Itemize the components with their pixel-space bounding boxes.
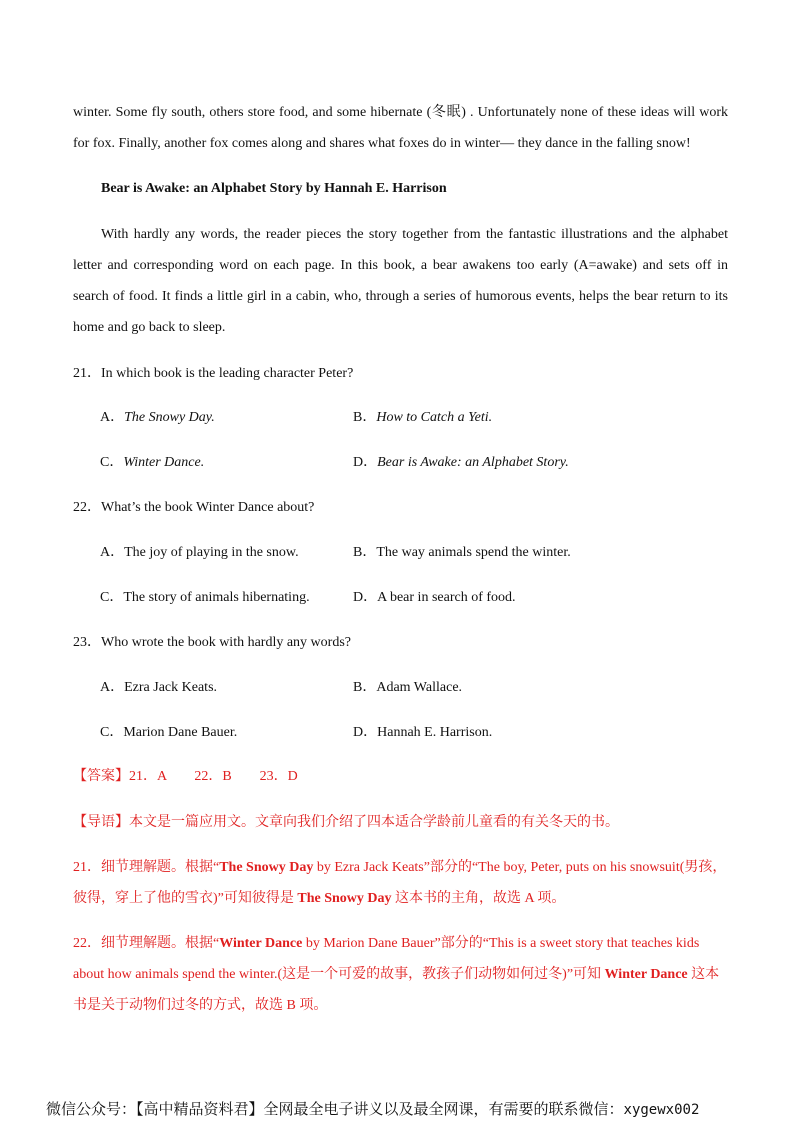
book-heading: Bear is Awake: an Alphabet Story by Hannah E. Harrison [101,181,447,196]
footer-text: 微信公众号：【高中精品资料君】全网最全电子讲义以及最全网课，有需要的联系微信： [46,1100,624,1118]
option-letter: C． [100,725,124,740]
explanation-text: by Marion Dane Bauer”部分的“This is a sweet story that teaches kids [302,936,700,951]
paragraph-line: search of food. It finds a little girl in a cabin, who, through a series of humorous events, helps the bear return to its [73,289,728,304]
option-letter: D． [353,590,378,605]
guide-label: 【导语】 [73,815,129,830]
explanation-text: about how animals spend the winter.(这是一个可爱的故事，教孩子们动物如何过冬)”可知 [73,967,605,982]
explanation-22-line2 [73,965,719,985]
footer-wechat-id: xygewx002 [623,1102,700,1118]
explanation-text: 这本 [687,967,720,982]
book-title: The Snowy Day [297,891,392,906]
option-text: A bear in search of food. [377,590,516,605]
option-text: Hannah E. Harrison. [377,725,493,740]
option-d [353,453,569,473]
option-d [353,723,492,743]
option-d [353,588,516,608]
option-letter: A． [100,410,125,425]
paragraph-line: With hardly any words, the reader pieces the story together from the fantastic illustrations and the alphabet [101,227,728,242]
option-letter: B． [353,545,377,560]
option-text: The Snowy Day. [124,410,215,425]
option-c [100,588,310,608]
paragraph-line: for fox. Finally, another fox comes along and shares what foxes do in winter— they dance in the falling snow! [73,136,691,151]
explanation-21-line2 [73,889,565,909]
option-letter: B． [353,680,377,695]
option-letter: D． [353,725,378,740]
option-c [100,453,204,473]
explanation-text: 彼得，穿上了他的雪衣)”可知彼得是 [73,891,298,906]
book-title: Winter Dance [604,967,688,982]
option-a [100,408,215,428]
option-text: Adam Wallace. [376,680,463,695]
explanation-22-line3: 书是关于动物们过冬的方式，故选 B 项。 [73,998,328,1013]
option-text: The story of animals hibernating. [123,590,310,605]
option-b [353,408,492,428]
book-title: The Snowy Day [219,860,314,875]
footer-promo [46,1098,699,1121]
answer-label: 【答案】 [73,769,129,784]
question-stem: 21．In which book is the leading character Peter? [73,366,354,381]
answer-text: 21．A 22．B 23．D [129,769,298,784]
option-b [353,678,462,698]
option-a [100,543,299,563]
option-text: How to Catch a Yeti. [376,410,493,425]
option-c [100,723,237,743]
explanation-text: 21．细节理解题。根据“ [73,860,220,875]
question-stem: 22．What’s the book Winter Dance about? [73,500,315,515]
option-text: Winter Dance. [123,455,205,470]
option-text: Marion Dane Bauer. [123,725,238,740]
option-text: Ezra Jack Keats. [124,680,218,695]
explanation-22-line1 [73,934,699,954]
option-letter: A． [100,545,125,560]
option-letter: B． [353,410,377,425]
explanation-text: by Ezra Jack Keats”部分的“The boy, Peter, puts on his snowsuit(男孩， [313,860,727,875]
explanation-text: 22．细节理解题。根据“ [73,936,220,951]
option-text: Bear is Awake: an Alphabet Story. [377,455,569,470]
book-title: Winter Dance [219,936,303,951]
option-letter: D． [353,455,378,470]
paragraph-line: letter and corresponding word on each page. In this book, a bear awakens too early (A=awake) and sets off in [73,258,728,273]
answer-line [73,767,298,787]
paragraph-line: winter. Some fly south, others store food, and some hibernate (冬眠) . Unfortunately none of these ideas will work [73,105,728,120]
explanation-text: 这本书的主角，故选 A 项。 [391,891,566,906]
option-a [100,678,217,698]
option-letter: A． [100,680,125,695]
option-text: The joy of playing in the snow. [124,545,299,560]
option-letter: C． [100,455,124,470]
guide-line [73,813,619,833]
option-text: The way animals spend the winter. [376,545,571,560]
option-b [353,543,571,563]
explanation-21-line1 [73,858,726,878]
question-stem: 23．Who wrote the book with hardly any words? [73,635,351,650]
guide-text: 本文是一篇应用文。文章向我们介绍了四本适合学龄前儿童看的有关冬天的书。 [129,815,619,830]
paragraph-line: home and go back to sleep. [73,320,226,335]
option-letter: C． [100,590,124,605]
